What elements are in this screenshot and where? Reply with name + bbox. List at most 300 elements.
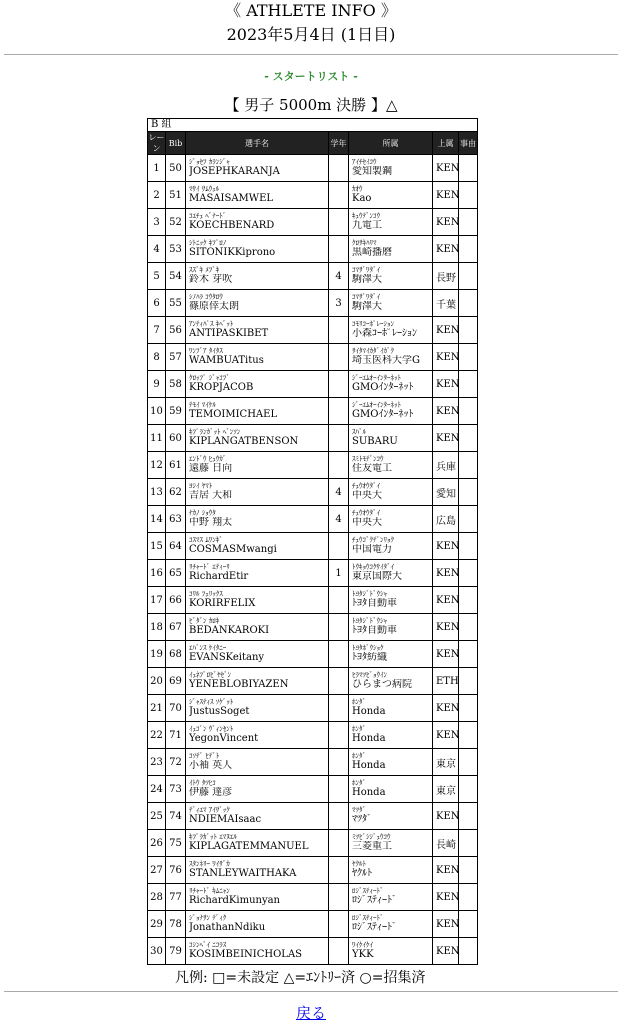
affiliation-kana: ｸﾛｻｷﾊﾘﾏ [352, 239, 377, 247]
region-cell: 兵庫 [433, 452, 459, 479]
lane-cell: 16 [148, 560, 166, 587]
athlete-name-kana: ｼﾄﾆｯｸ ｷﾌﾟﾛﾉ [189, 239, 227, 247]
grade-cell [329, 749, 349, 776]
grade-cell [329, 236, 349, 263]
athlete-name: KROPJACOB [189, 382, 254, 393]
affiliation-cell [349, 830, 433, 857]
column-header-lane: レーン [148, 133, 165, 153]
athlete-name-kana: ｼﾉﾊﾗ ｺｳﾀﾛｳ [189, 293, 223, 301]
reason-cell [459, 236, 478, 263]
athlete-name: 小袖 英人 [189, 760, 233, 771]
affiliation-cell [349, 695, 433, 722]
athlete-name: KIPLAGATEMMANUEL [189, 841, 309, 852]
affiliation-kana: ﾁｭｳｵｳﾀﾞｲ [352, 509, 380, 517]
athlete-name: JonathanNdiku [189, 922, 266, 933]
athlete-name: NDIEMAIsaac [189, 814, 262, 825]
table-row [148, 722, 478, 749]
affiliation-name: GMOｲﾝﾀｰﾈｯﾄ [352, 382, 414, 393]
affiliation-cell [349, 506, 433, 533]
athlete-name-cell [186, 371, 329, 398]
lane-cell: 15 [148, 533, 166, 560]
athlete-name: ANTIPASKIBET [189, 328, 269, 339]
table-row [148, 614, 478, 641]
column-header-region: 上属 [433, 132, 459, 155]
bib-cell: 74 [166, 803, 186, 830]
athlete-name: YENEBLOBIYAZEN [189, 679, 289, 690]
bib-cell: 67 [166, 614, 186, 641]
affiliation-name: 東京国際大 [352, 571, 402, 582]
athlete-name-cell [186, 803, 329, 830]
athlete-name-cell [186, 155, 329, 182]
affiliation-name: 愛知製鋼 [352, 166, 392, 177]
region-cell: 広島 [433, 506, 459, 533]
grade-cell [329, 533, 349, 560]
affiliation-name: 中央大 [352, 517, 382, 528]
grade-cell [329, 317, 349, 344]
affiliation-cell [349, 911, 433, 938]
athlete-name-kana: ｲｪﾈﾌﾞﾛﾋﾞﾔｾﾞﾝ [189, 671, 231, 679]
table-row [148, 236, 478, 263]
bib-cell: 59 [166, 398, 186, 425]
affiliation-name: 中央大 [352, 490, 382, 501]
grade-cell: 4 [329, 479, 349, 506]
athlete-name-cell [186, 344, 329, 371]
athlete-name-cell [186, 506, 329, 533]
bib-cell: 71 [166, 722, 186, 749]
athlete-name-kana: ﾘﾁｬｰﾄﾞ ｴﾃｨｰﾘ [189, 563, 230, 571]
bib-cell: 52 [166, 209, 186, 236]
table-row [148, 263, 478, 290]
athlete-name: JOSEPHKARANJA [189, 166, 280, 177]
athlete-name-cell [186, 749, 329, 776]
back-link[interactable]: 戻る [295, 1004, 326, 1022]
table-row [148, 155, 478, 182]
table-row [148, 425, 478, 452]
affiliation-cell [349, 776, 433, 803]
affiliation-kana: ﾎﾝﾀﾞ [352, 752, 366, 760]
affiliation-name: 九電工 [352, 220, 382, 231]
affiliation-cell [349, 209, 433, 236]
column-header-bib: Bib [166, 132, 186, 155]
lane-cell: 10 [148, 398, 166, 425]
affiliation-name: GMOｲﾝﾀｰﾈｯﾄ [352, 409, 414, 420]
region-cell: 東京 [433, 749, 459, 776]
grade-cell [329, 884, 349, 911]
affiliation-kana: ﾄﾖﾀｼﾞﾄﾞｳｼｬ [352, 590, 387, 598]
affiliation-cell [349, 641, 433, 668]
affiliation-name: ﾄﾖﾀ自動車 [352, 598, 397, 609]
athlete-name-kana: ｲﾄｳ ﾀﾂﾋｺ [189, 779, 216, 787]
table-row [148, 668, 478, 695]
athlete-name-kana: ｼﾞｮﾅｻﾝ ﾃﾞｨｸ [189, 914, 227, 922]
region-cell: KEN [433, 398, 459, 425]
athlete-name-kana: ｴﾝﾄﾞｳ ﾋｭｳｶﾞ [189, 455, 227, 463]
table-row [148, 776, 478, 803]
reason-cell [459, 398, 478, 425]
grade-cell: 3 [329, 290, 349, 317]
athlete-name-cell [186, 290, 329, 317]
affiliation-cell [349, 263, 433, 290]
bib-cell: 77 [166, 884, 186, 911]
table-row [148, 371, 478, 398]
athlete-name: KOECHBENARD [189, 220, 275, 231]
affiliation-name: 駒澤大 [352, 274, 382, 285]
bib-cell: 65 [166, 560, 186, 587]
region-cell: KEN [433, 344, 459, 371]
column-header-name: 選手名 [186, 132, 329, 155]
athlete-name-cell [186, 722, 329, 749]
table-row [148, 587, 478, 614]
column-header-affiliation: 所属 [349, 132, 433, 155]
table-row [148, 749, 478, 776]
athlete-name-kana: ｴﾊﾞﾝｽ ｹｲﾀﾆｰ [189, 644, 227, 652]
lane-cell: 21 [148, 695, 166, 722]
affiliation-cell [349, 938, 433, 965]
region-cell: KEN [433, 371, 459, 398]
reason-cell [459, 344, 478, 371]
grade-cell [329, 614, 349, 641]
back-area [0, 1002, 622, 1023]
athlete-name-kana: ｽﾀﾝﾈﾘｰ ﾜｲｻﾞｶ [189, 860, 230, 868]
athlete-name-kana: ｺｼﾝﾍﾞｲ ﾆｺﾗｽ [189, 941, 227, 949]
grade-cell: 4 [329, 506, 349, 533]
affiliation-kana: ﾔｸﾙﾄ [352, 860, 366, 868]
affiliation-name: ﾏﾂﾀﾞ [352, 814, 372, 825]
athlete-name-cell [186, 614, 329, 641]
grade-cell [329, 425, 349, 452]
athlete-name-kana: ｺｽﾏｽ ﾑﾜﾝｷﾞ [189, 536, 223, 544]
grade-cell [329, 695, 349, 722]
athlete-name: 鈴木 芽吹 [189, 274, 233, 285]
table-row [148, 506, 478, 533]
athlete-name-cell [186, 587, 329, 614]
athlete-name-cell [186, 776, 329, 803]
reason-cell [459, 857, 478, 884]
table-row [148, 209, 478, 236]
reason-cell [459, 641, 478, 668]
grade-cell [329, 722, 349, 749]
bib-cell: 55 [166, 290, 186, 317]
bottom-divider [4, 991, 618, 992]
affiliation-cell [349, 155, 433, 182]
athlete-name-cell [186, 695, 329, 722]
table-row [148, 452, 478, 479]
reason-cell [459, 614, 478, 641]
region-cell: KEN [433, 695, 459, 722]
athlete-name-cell [186, 263, 329, 290]
affiliation-cell [349, 533, 433, 560]
athlete-name: KORIRFELIX [189, 598, 256, 609]
top-divider [4, 54, 618, 55]
bib-cell: 54 [166, 263, 186, 290]
affiliation-cell [349, 452, 433, 479]
affiliation-cell [349, 884, 433, 911]
table-row [148, 344, 478, 371]
page-header [0, 0, 622, 46]
affiliation-cell [349, 749, 433, 776]
grade-cell [329, 587, 349, 614]
affiliation-kana: ｼﾞｰｴﾑｵｰｲﾝﾀｰﾈｯﾄ [352, 401, 401, 409]
grade-cell [329, 344, 349, 371]
athlete-name-kana: ｱﾝﾃｨﾊﾟｽ ｷﾍﾞｯﾄ [189, 320, 234, 328]
table-row [148, 182, 478, 209]
athlete-name-cell [186, 830, 329, 857]
affiliation-cell [349, 317, 433, 344]
lane-cell: 7 [148, 317, 166, 344]
grade-cell [329, 857, 349, 884]
reason-cell [459, 479, 478, 506]
reason-cell [459, 560, 478, 587]
legend: 凡例: □=未設定 △=ｴﾝﾄﾘｰ済 ○=招集済 [175, 970, 426, 986]
affiliation-cell [349, 479, 433, 506]
affiliation-cell [349, 290, 433, 317]
table-row [148, 641, 478, 668]
bib-cell: 69 [166, 668, 186, 695]
athlete-name-kana: ﾃﾓｲ ﾏｲｹﾙ [189, 401, 216, 409]
athlete-name-cell [186, 560, 329, 587]
column-header-reason: 事由 [459, 132, 478, 155]
affiliation-kana: ｺﾏｻﾞﾜﾀﾞｲ [352, 266, 380, 274]
athlete-name: 中野 翔太 [189, 517, 233, 528]
affiliation-kana: ｻｲﾀﾏｲｶﾀﾞｲｶﾞｸ [352, 347, 394, 355]
bib-cell: 57 [166, 344, 186, 371]
lane-cell: 30 [148, 938, 166, 965]
athlete-name: BEDANKAROKI [189, 625, 270, 636]
lane-cell: 14 [148, 506, 166, 533]
athlete-name: 篠原倖太朗 [189, 301, 239, 312]
athlete-name-kana: ﾏｻｲ ｻﾑｳｪﾙ [189, 185, 220, 193]
region-cell: 長野 [433, 263, 459, 290]
affiliation-kana: ﾄﾖﾀﾎﾞｳｼｮｸ [352, 644, 384, 652]
lane-cell: 28 [148, 884, 166, 911]
affiliation-kana: ﾎﾝﾀﾞ [352, 725, 366, 733]
affiliation-cell [349, 857, 433, 884]
athlete-name: RichardEtir [189, 571, 249, 582]
athlete-name-cell [186, 317, 329, 344]
athlete-name-kana: ｽｽﾞｷ ﾒﾌﾞｷ [189, 266, 220, 274]
affiliation-cell [349, 803, 433, 830]
grade-cell [329, 155, 349, 182]
region-cell: KEN [433, 317, 459, 344]
affiliation-kana: ｺﾏｻﾞﾜﾀﾞｲ [352, 293, 380, 301]
region-cell: KEN [433, 803, 459, 830]
bib-cell: 63 [166, 506, 186, 533]
affiliation-cell [349, 371, 433, 398]
athlete-name-kana: ﾅｶﾉ ｼｮｳﾀ [189, 509, 216, 517]
table-row [148, 479, 478, 506]
athlete-name: SITONIKKiprono [189, 247, 276, 258]
affiliation-kana: ﾛｼﾞｽﾃｨｰﾄﾞ [352, 914, 384, 922]
athlete-name-kana: ﾋﾞﾀﾞﾝ ｶﾛｷ [189, 617, 220, 625]
event-date: 2023年5月4日 (1日目) [226, 25, 396, 44]
affiliation-kana: ﾁｭｳｺﾞｸﾃﾞﾝﾘｮｸ [352, 536, 394, 544]
lane-cell: 29 [148, 911, 166, 938]
affiliation-kana: ﾐﾂﾋﾞｼｼﾞｭｳｺｳ [352, 833, 391, 841]
region-cell: KEN [433, 155, 459, 182]
lane-cell: 19 [148, 641, 166, 668]
reason-cell [459, 533, 478, 560]
affiliation-name: 小森ｺｰﾎﾟﾚｰｼｮﾝ [352, 328, 417, 339]
reason-cell [459, 830, 478, 857]
athlete-name-kana: ｷﾌﾟﾗﾝｶﾞｯﾄ ﾍﾞﾝｿﾝ [189, 428, 241, 436]
affiliation-name: 住友電工 [352, 463, 392, 474]
athlete-name-cell [186, 479, 329, 506]
affiliation-cell [349, 668, 433, 695]
affiliation-kana: ｼﾞｰｴﾑｵｰｲﾝﾀｰﾈｯﾄ [352, 374, 401, 382]
grade-cell [329, 668, 349, 695]
athlete-name-cell [186, 884, 329, 911]
affiliation-name: 埼玉医科大学G [352, 355, 420, 366]
affiliation-name: Honda [352, 706, 386, 717]
region-cell: KEN [433, 425, 459, 452]
region-cell: KEN [433, 857, 459, 884]
affiliation-kana: ｽﾊﾞﾙ [352, 428, 366, 436]
lane-cell: 17 [148, 587, 166, 614]
table-row [148, 938, 478, 965]
bib-cell: 51 [166, 182, 186, 209]
athlete-name: 伊藤 達彦 [189, 787, 233, 798]
athlete-name: KIPLANGATBENSON [189, 436, 299, 447]
affiliation-name: ﾛｼﾞｽﾃｨｰﾄﾞ [352, 922, 397, 933]
athlete-name: RichardKimunyan [189, 895, 280, 906]
athlete-name-kana: ﾘﾁｬｰﾄﾞ ｷﾑﾆｬﾝ [189, 887, 230, 895]
lane-cell: 2 [148, 182, 166, 209]
reason-cell [459, 722, 478, 749]
athlete-name-cell [186, 857, 329, 884]
bib-cell: 64 [166, 533, 186, 560]
reason-cell [459, 371, 478, 398]
lane-cell: 1 [148, 155, 166, 182]
region-cell: KEN [433, 614, 459, 641]
lane-cell: 13 [148, 479, 166, 506]
table-row [148, 857, 478, 884]
affiliation-kana: ﾎﾝﾀﾞ [352, 779, 366, 787]
grade-cell [329, 452, 349, 479]
lane-cell: 9 [148, 371, 166, 398]
bib-cell: 76 [166, 857, 186, 884]
athlete-name-cell [186, 668, 329, 695]
affiliation-name: Honda [352, 760, 386, 771]
bib-cell: 79 [166, 938, 186, 965]
athlete-name-cell [186, 533, 329, 560]
affiliation-name: 駒澤大 [352, 301, 382, 312]
reason-cell [459, 911, 478, 938]
reason-cell [459, 938, 478, 965]
grade-cell [329, 641, 349, 668]
affiliation-name: ﾄﾖﾀ自動車 [352, 625, 397, 636]
grade-cell [329, 911, 349, 938]
bib-cell: 62 [166, 479, 186, 506]
athlete-name: COSMASMwangi [189, 544, 277, 555]
athlete-name-kana: ﾖｼｲ ﾔﾏﾄ [189, 482, 213, 490]
start-list-table [147, 118, 478, 965]
affiliation-kana: ﾄｳｷｮｳｺｸｻｲﾀﾞｲ [352, 563, 394, 571]
athlete-name-cell [186, 182, 329, 209]
region-cell: KEN [433, 209, 459, 236]
reason-cell [459, 263, 478, 290]
athlete-name-cell [186, 209, 329, 236]
reason-cell [459, 155, 478, 182]
lane-cell: 24 [148, 776, 166, 803]
bib-cell: 60 [166, 425, 186, 452]
athlete-name: WAMBUATitus [189, 355, 264, 366]
table-row [148, 830, 478, 857]
table-row [148, 695, 478, 722]
affiliation-cell [349, 182, 433, 209]
athlete-name-cell [186, 911, 329, 938]
lane-cell: 18 [148, 614, 166, 641]
reason-cell [459, 317, 478, 344]
affiliation-name: ﾄﾖﾀ紡織 [352, 652, 387, 663]
grade-cell [329, 830, 349, 857]
region-cell: 東京 [433, 776, 459, 803]
athlete-name: KOSIMBEINICHOLAS [189, 949, 303, 960]
athlete-name-kana: ｺﾘﾙ ﾌｪﾘｯｸｽ [189, 590, 223, 598]
athlete-name-cell [186, 425, 329, 452]
group-label: B 組 [148, 119, 478, 132]
region-cell: KEN [433, 182, 459, 209]
athlete-name: MASAISAMWEL [189, 193, 274, 204]
athlete-name-cell [186, 398, 329, 425]
bib-cell: 75 [166, 830, 186, 857]
region-cell: KEN [433, 533, 459, 560]
grade-cell: 1 [329, 560, 349, 587]
lane-cell: 11 [148, 425, 166, 452]
affiliation-name: 中国電力 [352, 544, 392, 555]
reason-cell [459, 182, 478, 209]
grade-cell [329, 398, 349, 425]
grade-cell [329, 182, 349, 209]
region-cell: ETH [433, 668, 459, 695]
athlete-name-kana: ｼﾞｬｽﾃｨｽ ｿｹﾞｯﾄ [189, 698, 234, 706]
athlete-name-kana: ｺｴﾁｪ ﾍﾞﾅｰﾄﾞ [189, 212, 227, 220]
region-cell: KEN [433, 938, 459, 965]
reason-cell [459, 668, 478, 695]
affiliation-kana: ﾜｲｹｲｹｲ [352, 941, 373, 949]
bib-cell: 53 [166, 236, 186, 263]
athlete-name: 吉居 大和 [189, 490, 233, 501]
lane-cell: 12 [148, 452, 166, 479]
reason-cell [459, 506, 478, 533]
bib-cell: 66 [166, 587, 186, 614]
affiliation-cell [349, 587, 433, 614]
affiliation-cell [349, 722, 433, 749]
bib-cell: 58 [166, 371, 186, 398]
table-row [148, 533, 478, 560]
athlete-name-kana: ｸﾛｯﾌﾟ ｼﾞｬｺﾌﾞ [189, 374, 230, 382]
table-row [148, 317, 478, 344]
section-label: - スタートリスト - [264, 70, 358, 83]
region-cell: KEN [433, 641, 459, 668]
region-cell: KEN [433, 884, 459, 911]
bib-cell: 61 [166, 452, 186, 479]
region-cell: KEN [433, 722, 459, 749]
affiliation-name: Honda [352, 733, 386, 744]
athlete-name-cell [186, 452, 329, 479]
page-title: 《 ATHLETE INFO 》 [225, 1, 397, 20]
lane-cell: 26 [148, 830, 166, 857]
affiliation-cell [349, 398, 433, 425]
affiliation-name: SUBARU [352, 436, 398, 447]
affiliation-kana: ﾛｼﾞｽﾃｨｰﾄﾞ [352, 887, 384, 895]
affiliation-cell [349, 614, 433, 641]
region-cell: 長崎 [433, 830, 459, 857]
table-row [148, 884, 478, 911]
athlete-name-kana: ﾜﾝﾌﾞｱ ﾀｲﾀｽ [189, 347, 223, 355]
affiliation-cell [349, 344, 433, 371]
bib-cell: 56 [166, 317, 186, 344]
bib-cell: 50 [166, 155, 186, 182]
